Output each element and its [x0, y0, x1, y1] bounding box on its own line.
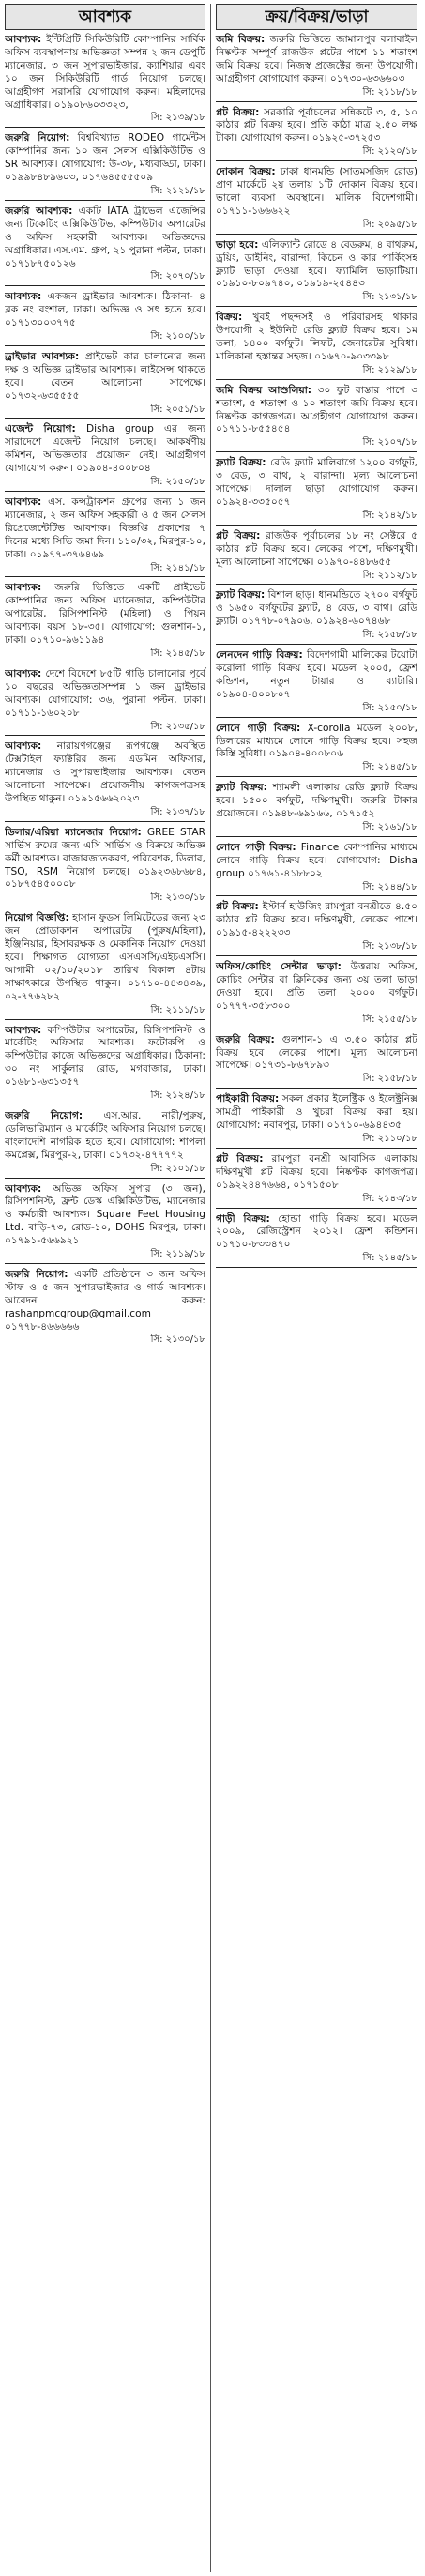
ad-phone: ০১৯৭৭-৩৭৬৪৬৯ [29, 548, 105, 560]
ad-body: বিশাল ছাড়। ধানমন্ডিতে ২৭০০ বর্গফুট ও ১৬৫০ বর্গফুটের ফ্ল্যাট, ৪ বেড, ৩ বাথ। রেডি ফ্ল্যাট। [216, 589, 417, 628]
classified-ad [5, 496, 205, 577]
ad-body: কম্পিউটার অপারেটর, রিসিপশনিস্ট ও মার্কেটিং অফিসার আবশ্যক। ফটোকপি ও কম্পিউটার কাজে অভিজ্ঞদের অগ্রাধিকার। ঠিকানা: ৩০ নং সার্কুলার রোড, মগবাজার, ঢাকা। [5, 1024, 205, 1075]
ad-title: নিয়োগ বিজ্ঞপ্তি: [5, 912, 69, 924]
classified-ad [5, 351, 205, 419]
ad-body: Finance কোম্পানির মাধ্যমে লোনে গাড়ি বিক্রয় হবে। যোগাযোগ: Disha group [216, 841, 417, 879]
ad-body: জরুরি ভিত্তিতে একটি প্রাইভেট কোম্পানির জন্য অফিস ম্যানেজার, কম্পিউটার অপারেটর, রিসিপশনিস্ট (মহিলা) ও পিয়ন আবশ্যক। বয়স ১৮-৩৫। যোগাযোগ: গুলশান-১, ঢাকা। [5, 582, 205, 647]
ad-title: জমি বিক্রয়: [216, 34, 266, 45]
ad-phone: ০১৭৭৭-৩৫৮৩০০ [216, 999, 291, 1012]
ad-phone: ০১৯১০-৮০৯৭৪০, ০১৯১৯-২৫৪৪৩ [216, 278, 365, 290]
classified-ad [5, 132, 205, 201]
ad-phone: ০১৯২৪-৩৩৫০৫৭ [216, 496, 291, 508]
ad-body: উত্তরায় অফিস, কোচিং সেন্টার বা ক্লিনিকের জন্য ৩য় তলা ভাড়া দেওয়া হবে। প্রতি তলা ২০০০ বর্গফুট। [216, 961, 417, 998]
ad-code: সি: ২১২৯/১৮ [362, 364, 417, 375]
ad-body: একটি IATA ট্রাভেল এজেন্সির জন্য টিকেটিং এক্সিকিউটিভ, কম্পিউটার অপারেটর ও অফিস সহকারী আবশ্যক। অভিজ্ঞদের অগ্রাধিকার। এস.এম. গ্রুপ, ২১ পুরানা পল্টন, ঢাকা। [5, 205, 205, 256]
ad-phone: ০১৯১৫-৪২২২৩৩ [216, 927, 291, 939]
ad-title: ফ্ল্যাট বিক্রয়: [216, 782, 267, 794]
ad-title: ড্রাইভার আবশ্যক: [5, 350, 80, 362]
column-heading: আবশ্যক [5, 4, 205, 30]
ad-body: রেডি ফ্ল্যাট মালিবাগে ১২০০ বর্গফুট, ৩ বেড, ৩ বাথ, ২ বারান্দা। মূল্য আলোচনা সাপেক্ষে। দালাল ছাড়া যোগাযোগ করুন। [216, 457, 417, 495]
ad-body: রাজউক পূর্বাচলের ১৮ নং সেক্টরে ৫ কাঠার প্লট বিক্রয় হবে। লেকের পাশে, দক্ষিণমুখী। মূল্য আলোচনা সাপেক্ষে। [216, 529, 417, 568]
ad-code: সি: ২১১১/১৮ [150, 1004, 205, 1015]
ad-body: গুলশান-১ এ ৩.৫০ কাঠার প্লট বিক্রয় হবে। লেকের পাশে। মূল্য আলোচনা সাপেক্ষে। [216, 1033, 417, 1072]
ad-code: সি: ২১৪৩/১৮ [362, 1193, 417, 1204]
classified-ad [216, 312, 417, 380]
ad-body: ইস্টার্ন হাউজিং রামপুরা বনশ্রীতে ৪.৫০ কাঠার প্লট বিক্রয় হবে। দক্ষিণমুখী, লেকের পাশে। [216, 901, 417, 926]
ad-body: Disha group এর জন্য সারাদেশে এজেন্ট নিয়োগ চলছে। আকর্ষণীয় কমিশন, অভিজ্ঞতার প্রয়োজন নেই। আগ্রহীগণ যোগাযোগ করুন। [5, 423, 205, 475]
ad-body: ৩০ ফুট রাস্তার পাশে ৩ শতাংশ, ৫ শতাংশ ও ১০ শতাংশ জমি বিক্রয় হবে। নিষ্কণ্টক কাগজপত্র। আগ্রহীগণ যোগাযোগ করুন। [216, 384, 417, 422]
classified-ad [216, 530, 417, 586]
ad-title: আবশ্যক: [5, 667, 42, 679]
ad-body: X-corolla মডেল ২০০৮, ডিলারের মাধ্যমে লোনে গাড়ি বিক্রয় হবে। সহজ কিস্তি সুবিধা। [216, 722, 417, 760]
ad-body: বিদেশগামী মালিকের টয়োটা করোলা গাড়ি বিক্রয় হবে। মডেল ২০০৫, ফ্রেশ কন্ডিশন, নতুন টায়ার ও ব্যাটারি। [216, 649, 417, 687]
ad-body: নারায়ণগঞ্জের রূপগঞ্জে অবস্থিত টেক্সটাইল ফ্যাক্টরির জন্য এডমিন অফিসার, ম্যানেজার ও সুপারভাইজার আবশ্যক। বেতন আলোচনা সাপেক্ষে। প্রয়োজনীয় কাগজপত্রসহ উপস্থিত থাকুন। [5, 740, 205, 805]
ad-code: সি: ২০৯৫/১৮ [362, 219, 417, 230]
ad-code: সি: ২১৪৫/১৮ [150, 648, 205, 659]
ad-body: হোন্ডা গাড়ি বিক্রয় হবে। মডেল ২০০৯, রেজিস্ট্রেশন ২০১২। ফ্রেশ কন্ডিশন। [216, 1212, 417, 1238]
ad-title: জমি বিক্রয় আশুলিয়া: [216, 384, 312, 396]
classified-ad [216, 649, 417, 718]
ad-phone: ০১৭১০-৪৪৩৪৩৯, ০২-৭৭৬২৮২ [5, 977, 209, 1002]
ad-phone: ০১৭১০-৯৬১১৯৪ [29, 634, 105, 647]
ad-phone: ০১৭১১-১৬৬৬২২ [216, 205, 291, 217]
ad-body: সকল প্রকার ইলেক্ট্রিক ও ইলেক্ট্রনিক্স সামগ্রী পাইকারী ও খুচরা বিক্রয় করা হয়। যোগাযোগ: নবাবপুর, ঢাকা। [216, 1093, 417, 1132]
ad-title: আবশ্যক: [5, 1024, 42, 1036]
ad-phone: ০১৭৩২-৪৭৭৭৭২ [109, 1149, 184, 1161]
classified-ad [5, 423, 205, 492]
classified-ad [216, 385, 417, 453]
ad-title: দোকান বিক্রয়: [216, 166, 276, 178]
ad-code: সি: ২১৪৪/১৮ [362, 881, 417, 892]
ad-title: লোনে গাড়ী বিক্রয়: [216, 722, 301, 734]
ad-phone: ০১৯০৪-৪০০৮০৬ [268, 748, 344, 760]
ad-body: GREE STAR সার্ভিস রুমের জন্য এসি সার্ভিস ও বিক্রয়ে অভিজ্ঞ কর্মী আবশ্যক। বাজারজাতকরণ, পরিবেশক, ডিলার, TSO, RSM নিয়োগ চলছে। [5, 826, 205, 877]
ad-title: আবশ্যক: [5, 1182, 42, 1195]
ad-code: সি: ২১৫০/১৮ [150, 477, 205, 488]
ad-phone: ০১৯০৪-৪০০৮০৪ [76, 463, 151, 475]
ad-code: সি: ২১৪১/১৮ [150, 562, 205, 573]
ad-body: সরকারি পূর্বাচলের সন্নিকটে ৩, ৫, ১০ কাঠার প্লট বিক্রয় হবে। প্রতি কাঠা মাত্র ২.৫০ লক্ষ টাকা। যোগাযোগ করুন। [216, 106, 417, 145]
classified-ad [216, 901, 417, 956]
ad-title: জরুরি নিয়োগ: [5, 1109, 83, 1121]
classified-ad [5, 34, 205, 128]
ad-phone: ০১৬৮১-৬৩১৩৫৭ [5, 1076, 80, 1089]
ad-phone: ০১৯২২৪৪৭৬৬৪, ০১৭১৫০৮ [216, 1179, 339, 1191]
ad-title: ফ্ল্যাট বিক্রয়: [216, 589, 266, 602]
ad-code: সি: ২১১০/১৮ [362, 1133, 417, 1144]
classified-ad [216, 107, 417, 162]
classified-ad [5, 1269, 205, 1349]
ad-phone: ০১৯০৪-৪০০৮০৭ [216, 688, 291, 700]
ad-body: জরুরি ভিত্তিতে জামালপুর বলাবাইল নিষ্কণ্টক সম্পূর্ণ রাজউক প্লটের পাশে ১১ শতাংশ জমি বিক্রয় হবে। নিজস্ব প্রজেক্টের জন্য উপযোগী। আগ্রহীগণ যোগাযোগ করুন। [216, 34, 417, 84]
ad-code: সি: ২১৫৫/১৮ [362, 1014, 417, 1025]
ad-title: লেনদেন গাড়ি বিক্রয়: [216, 649, 303, 662]
ad-code: সি: ২১৫০/১৮ [362, 702, 417, 713]
ad-code: সি: ২১৩৮/১৮ [362, 941, 417, 953]
ad-phone: ০১৭১৩০০৩৭৭৫ [5, 317, 76, 329]
ad-title: আবশ্যক: [5, 291, 42, 303]
ad-code: সি: ২১০৭/১৮ [362, 437, 417, 449]
ad-phone: ০১৬৭০-৯০৩৩৯৮ [314, 350, 389, 362]
ad-body: শ্যামলী এলাকায় রেডি ফ্ল্যাট বিক্রয় হবে। ১৫০০ বর্গফুট, দক্ষিণমুখী। জরুরি টাকার প্রয়োজনে। [216, 782, 417, 820]
classified-ad [216, 34, 417, 102]
ad-title: আবশ্যক: [5, 740, 42, 753]
ad-title: আবশ্যক: [5, 496, 42, 508]
ad-title: ভাড়া হবে: [216, 238, 259, 251]
ad-title: এজেন্ট নিয়োগ: [5, 423, 76, 435]
classified-ad [216, 1153, 417, 1209]
classified-column-right [211, 4, 417, 2572]
ad-code: সি: ২০৫১/১৮ [150, 404, 205, 415]
ad-code: সি: ২১৪২/১৮ [362, 510, 417, 521]
classified-ad [5, 826, 209, 907]
ad-title: প্লট বিক্রয়: [216, 1152, 264, 1165]
ad-phone: ০১৯৯৮৪৮৯৬০৩, ০১৭৬৪৫৫৫৫০৯ [5, 172, 154, 184]
ad-phone: ০১৭৬১-৪১৮৮০২ [248, 867, 323, 879]
classified-ad [216, 239, 417, 308]
ad-body: এস.আর. নারী/পুরুষ, ডেলিভারিম্যান ও মার্কেটিং অফিসার নিয়োগ চলছে। বাংলাদেশি নাগরিক হতে হবে। যোগাযোগ: শাপলা কমপ্লেক্স, মিরপুর-২, ঢাকা। [5, 1109, 205, 1161]
ad-code: সি: ২১২০/১৮ [362, 146, 417, 158]
classified-ad [5, 291, 205, 346]
classified-ad [216, 166, 417, 235]
classified-ad [216, 1093, 417, 1149]
ad-body: একটি প্রতিষ্ঠানে ৩ জন অফিস স্টাফ ও ৫ জন সুপারভাইজার ও গার্ড আবশ্যক। আবেদন করুন: rashanpmcgroup@gmail.com [5, 1268, 205, 1319]
ad-title: ডিলার/এরিয়া ম্যানেজার নিয়োগ: [5, 826, 142, 838]
ad-phone: ০১৯০৮৬০৩৩২৩, [53, 99, 129, 111]
ad-body: খুবই পছন্দসই ও পরিবারসহ থাকার উপযোগী ২ ইউনিট রেডি ফ্ল্যাট বিক্রয় হবে। ১ম তলা, ১৪০০ বর্গফুট। লিফট, জেনারেটর সুবিধা। মালিকানা হস্তান্তর সহজ। [216, 312, 417, 362]
ad-title: আবশ্যক: [5, 582, 42, 594]
ad-code: সি: ২১২১/১৮ [150, 185, 205, 196]
ad-title: জরুরি নিয়োগ: [5, 1268, 68, 1280]
ad-title: অফিস/কোচিং সেন্টার ভাড়া: [216, 961, 342, 973]
ad-code: সি: ২১১২/১৮ [362, 570, 417, 581]
classified-ad [5, 1110, 205, 1179]
ad-code: সি: ২১৩৫/১৮ [150, 721, 205, 732]
ad-title: ফ্ল্যাট বিক্রয়: [216, 457, 266, 469]
ad-list [216, 34, 417, 1268]
ad-body: অভিজ্ঞ অফিস সুপার (৩ জন), রিসিপশনিস্ট, ফ্রন্ট ডেস্ক এক্সিকিউটিভ, ম্যানেজার ও কর্মচারী আবশ্যক। Square Feet Housing Ltd. বাড়ি-৭৩, রোড-১০, DOHS মিরপুর, ঢাকা। [5, 1182, 205, 1234]
ad-title: প্লট বিক্রয়: [216, 106, 260, 118]
ad-title: জরুরি বিক্রয়: [216, 1033, 275, 1045]
ad-code: সি: ২১৬১/১৮ [362, 821, 417, 832]
ad-body: দেশে বিদেশে ৮৫টি গাড়ি চালানোর পূর্বে ১০ বছরের অভিজ্ঞতাসম্পন্ন ১ জন ড্রাইভার আবশ্যক। যোগাযোগ: ৩৬, পুরানা পল্টন, ঢাকা। [5, 667, 205, 706]
classified-ad [5, 1183, 205, 1264]
ad-code: সি: ২১৩১/১৮ [362, 292, 417, 303]
ad-phone: ০১৭৭৮-০৭৯০৬, ০১৯২৪-৬০৭৪৬৮ [241, 616, 391, 628]
classified-ad [216, 1034, 417, 1090]
ad-code: সি: ২১০১/১৮ [150, 1163, 205, 1174]
ad-phone: ০১৯২৩৬৮৬৮৪, ০১৮৭৫৪৫০০০৮ [5, 865, 209, 891]
ad-code: সি: ২১২৪/১৮ [150, 1090, 205, 1102]
ad-phone: ০১৭১৮৭৫০১২৬ [5, 257, 76, 269]
ad-code: সি: ২১১৮/১৮ [362, 86, 417, 98]
ad-phone: ০১৭৩১-৮৬৭৮৯৩ [254, 1059, 330, 1072]
ad-title: গাড়ী বিক্রয়: [216, 1212, 270, 1225]
classified-ad [5, 668, 205, 737]
ad-code: সি: ২১১৯/১৮ [150, 1249, 205, 1260]
column-heading: ক্রয়/বিক্রয়/ভাড়া [216, 4, 417, 30]
ad-phone: ০১৯৪৮-৬৯১৬৬, ০১৭১৫২ [261, 808, 375, 820]
ad-phone: ০১৯১৫৬৬২০২৩ [68, 793, 140, 805]
classified-ad [5, 740, 205, 821]
ad-title: জরুরি নিয়োগ: [5, 132, 70, 145]
ad-code: সি: ২০৭০/১৮ [150, 271, 205, 282]
ad-phone: ০১৯৭০-৪৪৮৬৫৫ [316, 556, 392, 568]
ad-code: সি: ২১৩০/১৮ [150, 892, 205, 904]
classified-ad [5, 582, 205, 663]
classified-ad [216, 589, 417, 645]
ad-phone: ০১৭৭৮-৪৬৬৬৬৬ [5, 1320, 80, 1333]
ad-title: প্লট বিক্রয়: [216, 901, 259, 913]
ad-phone: ০১৭৯১-৫৬৬৯২১ [5, 1235, 80, 1247]
classified-ad [5, 912, 209, 1019]
ad-phone: ০১৭১০-৬৯৪৪৩৫ [326, 1120, 402, 1132]
ad-code: সি: ২১০০/১৮ [150, 331, 205, 343]
classified-ad [216, 782, 417, 837]
ad-code: সি: ২১৩০/১৮ [150, 1334, 205, 1346]
classified-ad [216, 723, 417, 778]
ad-title: পাইকারী বিক্রয়: [216, 1093, 280, 1105]
ad-body: হাসান ফুডস লিমিটেডের জন্য ২৩ জন প্রোডাকশন অপারেটর (পুরুষ/মহিলা), ইঞ্জিনিয়ার, হিসাবরক্ষক ও মেকানিক নিয়োগ দেওয়া হবে। শিক্ষাগত যোগ্যতা এসএসসি/এইচএসসি। আগামী ০২/১০/২০১৮ তারিখ বিকাল ৪টায় সাক্ষাৎকারে উপস্থিত থাকুন। [5, 912, 205, 989]
ad-code: সি: ২১৫৮/১৮ [362, 630, 417, 641]
ad-body: ইন্টিগ্রিটি সিকিউরিটি কোম্পানির সার্বিক অফিস ব্যবস্থাপনায় অভিজ্ঞতা সম্পন্ন ২ জন ডেপুটি ম্যানেজার, ৩ জন সুপারভাইজার, ক্যাশিয়ার এবং ১০ জন সিকিউরিটি গার্ড নিয়োগ চলছে। আগ্রহীগণ সরাসরি যোগাযোগ করুন। মহিলাদের অগ্রাধিকার। [5, 34, 205, 111]
ad-body: প্রাইভেট কার চালানোর জন্য দক্ষ ও অভিজ্ঞ ড্রাইভার আবশ্যক। লাইসেন্স থাকতে হবে। বেতন আলোচনা সাপেক্ষে। [5, 350, 206, 389]
classified-ad [216, 1213, 417, 1269]
ad-body: ঢাকা ধানমন্ডি (সাতমসজিদ রোড) প্রাণ মার্কেটে ২য় তলায় ১টি দোকান বিক্রয় হবে। ভালো ব্যবসা অবস্থানে। মালিক বিদেশগামী। [216, 166, 417, 204]
ad-title: বিক্রয়: [216, 312, 243, 324]
ad-phone: ০১৯২৫-৩৭২৫৩ [311, 132, 381, 145]
classified-column-left [5, 4, 211, 2572]
ad-list [5, 34, 209, 1349]
ad-code: সি: ২১৪৫/১৮ [362, 1253, 417, 1264]
ad-phone: ০১৭১১-১৬০২০৮ [5, 707, 80, 719]
classified-ad [216, 842, 417, 897]
classified-ad [216, 961, 417, 1029]
ad-code: সি: ২১৩৭/১৮ [150, 806, 205, 817]
ad-body: এস. কন্সট্রাকশন গ্রুপের জন্য ১ জন ম্যানেজার, ২ জন অফিস সহকারী ও ৫ জন সেলস রিপ্রেজেন্টেটিভ আবশ্যক। বিজ্ঞপ্তি প্রকাশের ৭ দিনের মধ্যে সিভি জমা দিন। ১১০/৩২, মিরপুর-১০, ঢাকা। [5, 496, 206, 560]
ad-title: আবশ্যক: [5, 34, 42, 45]
ad-phone: ০১৭১০-৮৩৩৪৭০ [216, 1239, 291, 1251]
ad-code: সি: ২১৪৫/১৮ [362, 762, 417, 773]
classified-ad [5, 206, 205, 286]
ad-code: সি: ২১৩৯/১৮ [150, 113, 205, 124]
ad-body: বিশ্ববিখ্যাত RODEO গার্মেন্টস কোম্পানির জন্য ১০ জন সেলস এক্সিকিউটিভ ও SR আবশ্যক। যোগাযোগ: উ-৩৮, মধ্যবাড্ডা, ঢাকা। [5, 132, 206, 171]
ad-phone: ০১৭১১-৮৫৫৪৫৪ [216, 423, 291, 435]
ad-title: প্লট বিক্রয়: [216, 529, 261, 541]
ad-body: একজন ড্রাইভার আবশ্যক। ঠিকানা- ৪ ব্লক নং বংশাল, ঢাকা। অভিজ্ঞ ও সৎ হতে হবে। [5, 291, 205, 316]
ad-body: এলিফ্যান্ট রোডে ৪ বেডরুম, ৪ বাথরুম, ড্রয়িং, ডাইনিং, বারান্দা, কিচেন ও কার পার্কিংসহ ফ্ল্যাট ভাড়া দেওয়া হবে। ফ্যামিলি ভাড়াটিয়া। [216, 238, 417, 277]
classified-ad [216, 457, 417, 526]
ad-phone: ০১৭৩০-৬৩৬৬০৩ [329, 72, 405, 84]
ad-body: রামপুরা বনশ্রী আবাসিক এলাকায় দক্ষিণমুখী প্লট বিক্রয় হবে। নিষ্কণ্টক কাগজপত্র। [216, 1152, 417, 1178]
ad-code: সি: ২১৫৮/১৮ [362, 1074, 417, 1085]
ad-phone: ০১৭৩২-৬৩৫৫৫৫ [5, 389, 80, 402]
ad-title: লোনে গাড়ী বিক্রয়: [216, 841, 296, 853]
ad-title: জরুরি আবশ্যক: [5, 205, 73, 217]
classified-ad [5, 1025, 205, 1105]
